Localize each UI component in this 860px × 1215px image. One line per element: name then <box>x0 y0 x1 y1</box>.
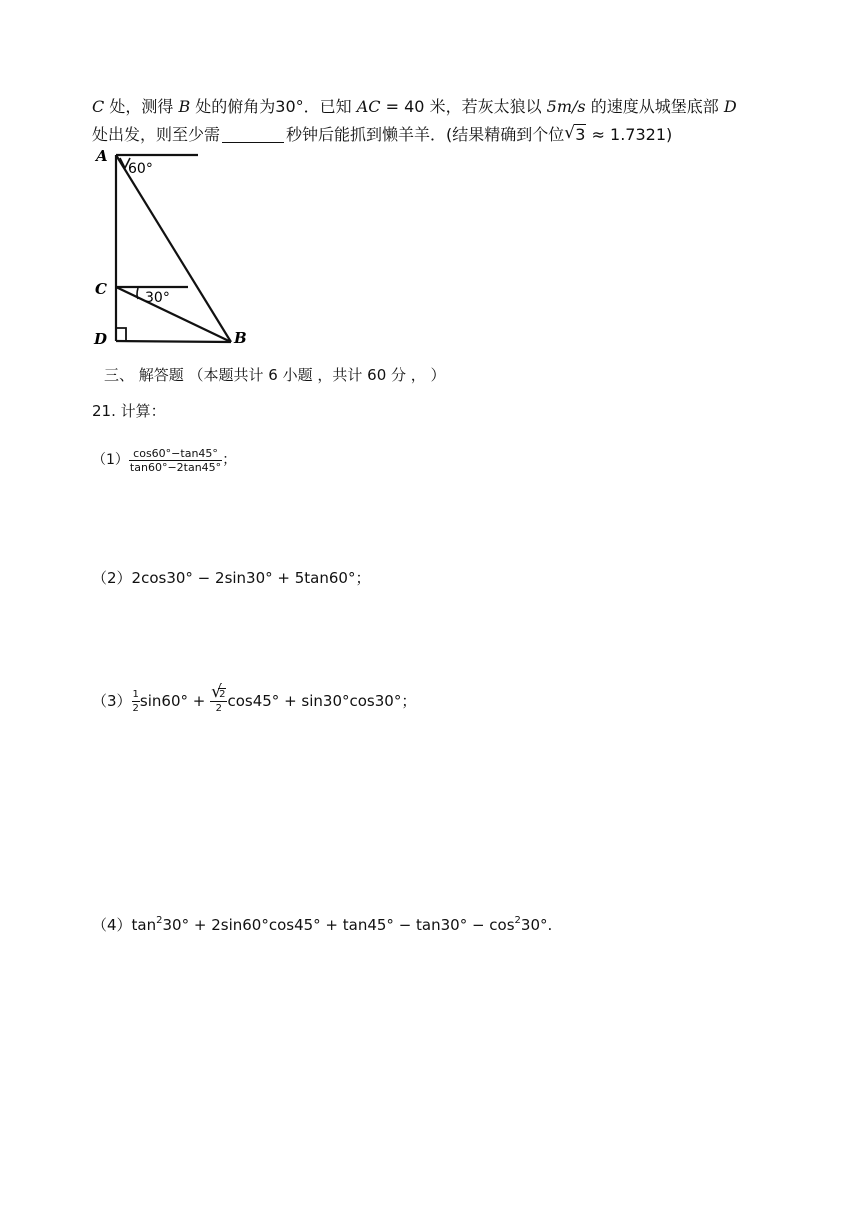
var-d: D <box>723 97 737 116</box>
text: 30° + 2sin60°cos45° + tan45° − tan30° − cos <box>162 916 515 934</box>
q21-part-4 <box>92 914 552 936</box>
text: 秒钟后能抓到懒羊羊．(结果精确到个位 <box>286 125 565 144</box>
text: = 40 <box>380 97 430 116</box>
angle-label-60: 60° <box>128 161 153 177</box>
text: 处的俯角为30°．已知 <box>190 97 357 116</box>
text: 的速度从城堡底部 <box>585 97 724 116</box>
q21-part-2 <box>92 567 370 589</box>
fraction <box>129 447 222 474</box>
section-header: 三、 解答题 （本题共计 6 小题 ，共计 60 分 ， ） <box>104 366 446 384</box>
var-c: C <box>92 97 105 116</box>
text: sin60° + <box>139 692 211 710</box>
label-d: D <box>94 330 108 348</box>
fraction-denominator: tan60°−2tan45° <box>129 460 222 474</box>
text: 30°. <box>520 916 553 934</box>
right-angle-mark <box>116 328 126 341</box>
var-b: B <box>178 97 191 116</box>
answer-blank[interactable] <box>222 126 284 143</box>
fraction-root2-over-2 <box>210 688 227 715</box>
var-ac: AC <box>356 97 381 116</box>
text: ≈ 1.7321) <box>586 125 673 144</box>
text: 处出发，则至少需 <box>92 125 221 144</box>
label-b: B <box>234 329 247 347</box>
superscript: 2 <box>514 915 521 926</box>
geometry-figure <box>88 146 288 352</box>
fraction-numerator: cos60°−tan45° <box>129 447 222 461</box>
question-21-title: 21. 计算： <box>92 402 166 420</box>
fraction-denominator: 2 <box>132 703 139 714</box>
part-label: （4） <box>92 916 132 934</box>
angle-mark-c <box>137 288 138 299</box>
q21-part-1 <box>92 446 236 474</box>
superscript: 2 <box>156 915 163 926</box>
text: ； <box>222 452 237 468</box>
line-db <box>116 341 231 342</box>
expression: 2cos30° − 2sin30° + 5tan60°； <box>131 569 371 587</box>
fraction-numerator: 1 <box>132 689 139 700</box>
problem-line-2 <box>92 124 672 146</box>
part-label: （3） <box>92 692 132 710</box>
radicand: 2 <box>219 689 226 700</box>
text: cos45° + sin30°cos30°； <box>227 692 417 710</box>
text: tan <box>131 916 157 934</box>
radicand: 3 <box>575 125 586 144</box>
q21-part-3 <box>92 688 416 715</box>
sqrt-3 <box>564 124 586 146</box>
label-a: A <box>96 147 108 165</box>
sqrt-2 <box>211 688 226 701</box>
text: 处，测得 <box>104 97 179 116</box>
speed: 5m/s <box>546 97 586 116</box>
angle-label-30: 30° <box>145 290 170 306</box>
fraction-denominator: 2 <box>215 703 222 714</box>
label-c: C <box>95 280 107 298</box>
part-label: （2） <box>92 569 132 587</box>
problem-line-1 <box>92 96 737 118</box>
text: 米，若灰太狼以 <box>429 97 547 116</box>
part-label: （1） <box>92 452 129 468</box>
fraction-numerator <box>210 688 227 702</box>
fraction-half <box>132 688 140 715</box>
